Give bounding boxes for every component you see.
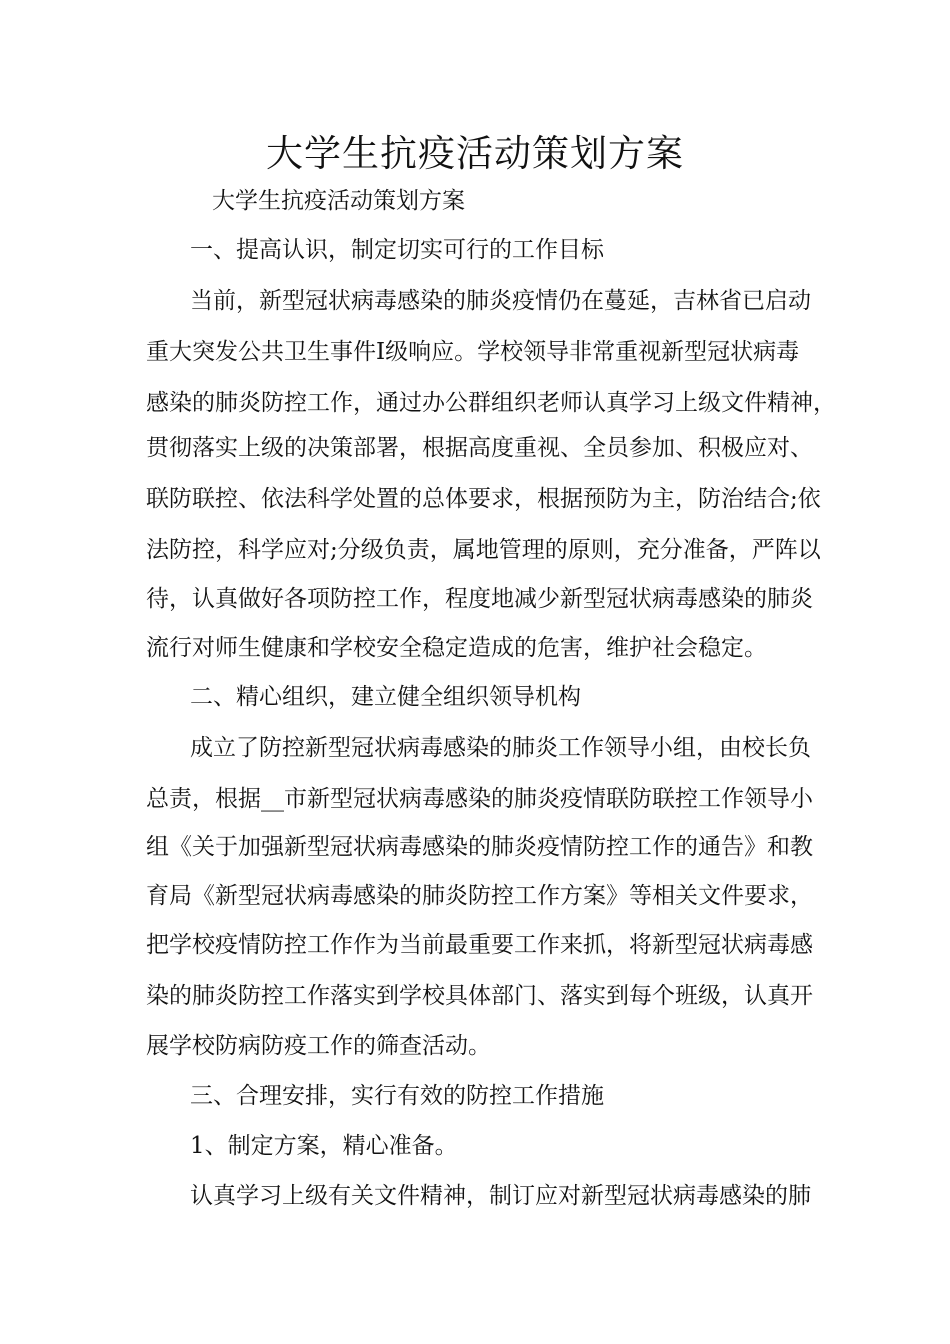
- subsection-heading: 1、制定方案，精心准备。: [190, 1133, 458, 1159]
- paragraph-line: 贯彻落实上级的决策部署，根据高度重视、全员参加、积极应对、: [146, 435, 813, 461]
- paragraph-line: 成立了防控新型冠状病毒感染的肺炎工作领导小组，由校长负: [190, 735, 811, 761]
- paragraph-line: 重大突发公共卫生事件Ⅰ级响应。学校领导非常重视新型冠状病毒: [146, 339, 800, 365]
- document-subtitle: 大学生抗疫活动策划方案: [212, 188, 465, 214]
- paragraph-line: 当前，新型冠状病毒感染的肺炎疫情仍在蔓延，吉林省已启动: [190, 288, 811, 314]
- paragraph-line: 展学校防病防疫工作的筛查活动。: [146, 1033, 491, 1059]
- paragraph-line: 法防控，科学应对;分级负责，属地管理的原则，充分准备，严阵以: [146, 537, 821, 563]
- paragraph-line: 流行对师生健康和学校安全稳定造成的危害，维护社会稳定。: [146, 635, 767, 661]
- section-heading-3: 三、合理安排，实行有效的防控工作措施: [190, 1083, 604, 1109]
- section-heading-1: 一、提高认识，制定切实可行的工作目标: [190, 237, 604, 263]
- paragraph-line: 育局《新型冠状病毒感染的肺炎防控工作方案》等相关文件要求，: [146, 883, 813, 909]
- paragraph-line: 感染的肺炎防控工作，通过办公群组织老师认真学习上级文件精神，: [146, 390, 836, 416]
- paragraph-line: 总责，根据__市新型冠状病毒感染的肺炎疫情联防联控工作领导小: [146, 786, 813, 812]
- paragraph-line: 待，认真做好各项防控工作，程度地减少新型冠状病毒感染的肺炎: [146, 586, 813, 612]
- paragraph-line: 联防联控、依法科学处置的总体要求，根据预防为主，防治结合;依: [146, 486, 821, 512]
- paragraph-line: 把学校疫情防控工作作为当前最重要工作来抓，将新型冠状病毒感: [146, 932, 813, 958]
- section-heading-2: 二、精心组织，建立健全组织领导机构: [190, 684, 581, 710]
- paragraph-line: 组《关于加强新型冠状病毒感染的肺炎疫情防控工作的通告》和教: [146, 834, 813, 860]
- document-title: 大学生抗疫活动策划方案: [266, 132, 684, 175]
- paragraph-line: 染的肺炎防控工作落实到学校具体部门、落实到每个班级，认真开: [146, 983, 813, 1009]
- paragraph-line: 认真学习上级有关文件精神，制订应对新型冠状病毒感染的肺: [190, 1183, 811, 1209]
